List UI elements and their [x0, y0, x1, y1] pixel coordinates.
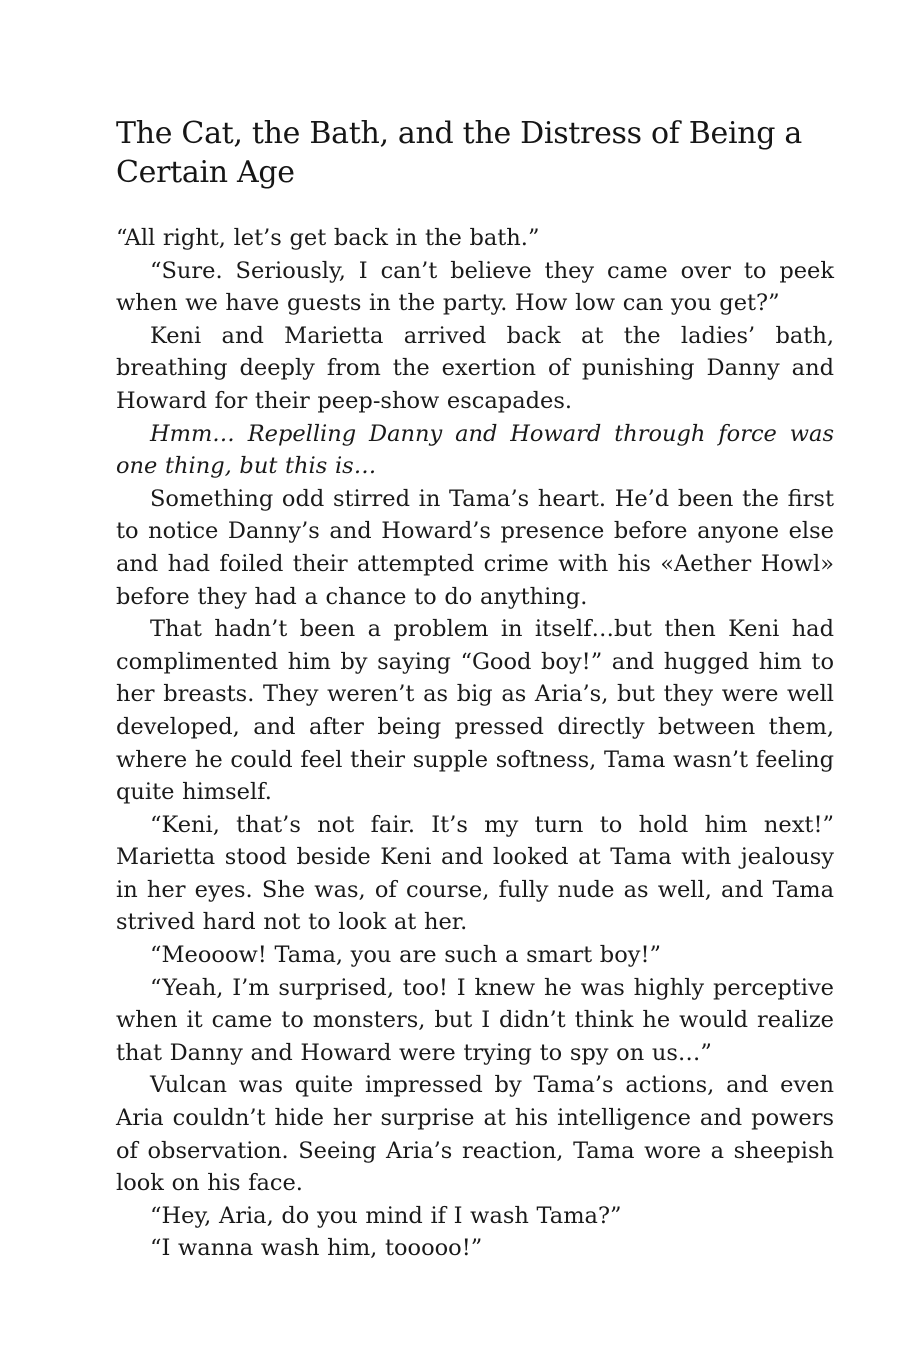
paragraph: “I wanna wash him, tooooo!” [150, 1235, 483, 1262]
paragraph: That hadn’t been a problem in itself…but then Keni had complimented him by saying “Good boy!” and hugged him to her breasts. They weren’t as big as Aria’s, but they were well developed, and after being pressed directly between them, where he could feel their supple softness, Tama wasn’t feeling quite himself. [116, 616, 834, 806]
page-text [116, 222, 834, 1265]
paragraph: “Yeah, I’m surprised, too! I knew he was highly perceptive when it came to monsters, but I didn’t think he would realize that Danny and Howard were trying to spy on us…” [116, 974, 834, 1066]
paragraph: Something odd stirred in Tama’s heart. He’d been the first to notice Danny’s and Howard’s presence before anyone else and had foiled their attempted crime with his «Aether Howl» before they had a chance to do anything. [116, 485, 834, 610]
chapter-title: The Cat, the Bath, and the Distress of Being a Certain Age [116, 116, 803, 190]
paragraph-inner-monologue: Hmm… Repelling Danny and Howard through force was one thing, but this is… [116, 420, 834, 480]
paragraph: “Keni, that’s not fair. It’s my turn to hold him next!” Marietta stood beside Keni and looked at Tama with jealousy in her eyes. She was, of course, fully nude as well, and Tama strived hard not to look at her. [116, 811, 834, 936]
paragraph: “Hey, Aria, do you mind if I wash Tama?” [150, 1202, 622, 1229]
paragraph: Vulcan was quite impressed by Tama’s actions, and even Aria couldn’t hide her surprise at his intelligence and powers of observation. Seeing Aria’s reaction, Tama wore a sheepish look on his face. [116, 1072, 834, 1197]
paragraph: “Sure. Seriously, I can’t believe they came over to peek when we have guests in the party. How low can you get?” [116, 257, 834, 317]
paragraph: “Meooow! Tama, you are such a smart boy!” [150, 942, 662, 969]
paragraph: “All right, let’s get back in the bath.” [116, 225, 540, 251]
paragraph: Keni and Marietta arrived back at the ladies’ bath, breathing deeply from the exertion of punishing Danny and Howard for their peep-show escapades. [116, 322, 834, 414]
